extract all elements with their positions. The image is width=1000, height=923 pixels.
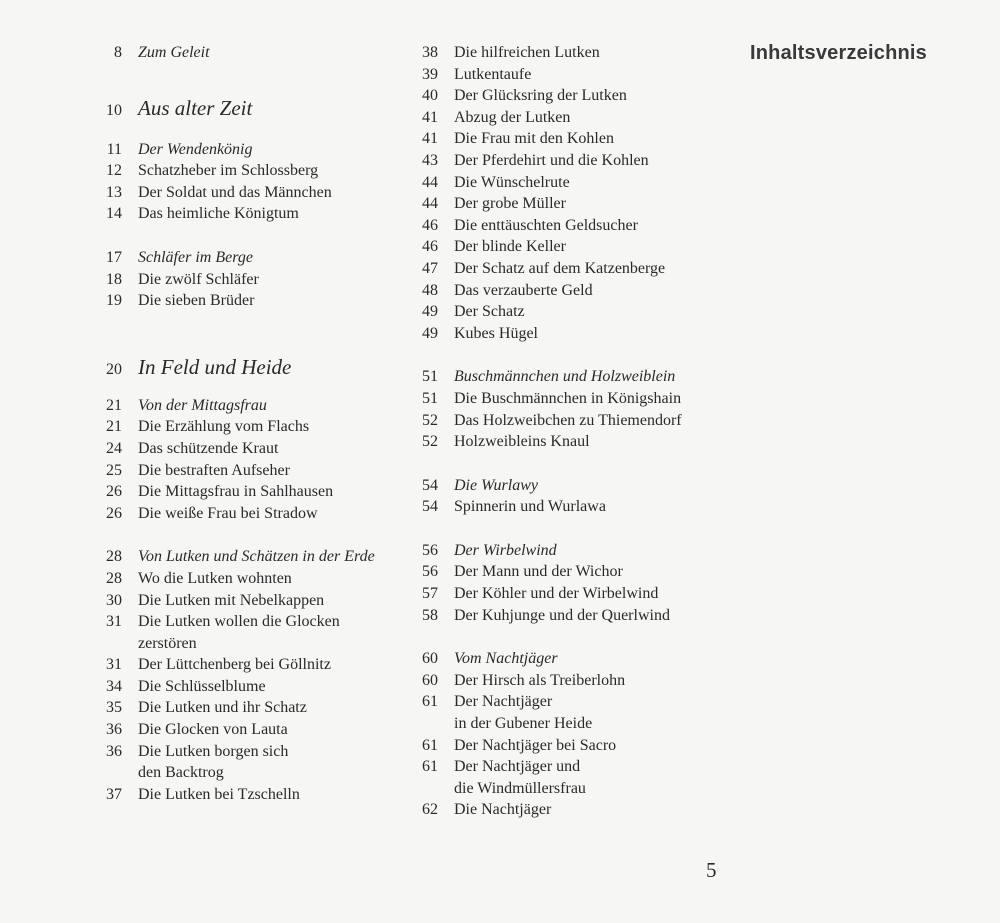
toc-entry (96, 203, 406, 225)
toc-entry-title: Das heimliche Königtum (138, 205, 299, 223)
toc-page-number: 31 (106, 656, 122, 674)
toc-entry-title: Die sieben Brüder (138, 292, 255, 310)
toc-entry (412, 128, 732, 150)
toc-subheading (412, 540, 732, 562)
toc-entry-title: Die hilfreichen Lutken (454, 44, 600, 61)
toc-entry (96, 481, 406, 503)
toc-page-number: 28 (106, 569, 122, 587)
toc-page-number: 61 (422, 736, 438, 754)
toc-entry-title: Das Holzweibchen zu Thiemendorf (454, 411, 682, 429)
toc-entry (412, 64, 732, 86)
toc-entry (96, 697, 406, 719)
toc-page-number: 60 (422, 671, 438, 689)
toc-page-number: 36 (106, 721, 122, 739)
toc-entry-title: Die Buschmännchen in Königshain (454, 389, 682, 407)
toc-entry-title: Der Nachtjäger bei Sacro (454, 736, 617, 754)
toc-page-number: 21 (106, 418, 122, 436)
toc-page-number: 44 (422, 195, 438, 213)
toc-middle-column (412, 42, 732, 821)
toc-entry-title: Der Schatz (454, 303, 525, 321)
toc-entry-title: Der Wirbelwind (454, 541, 557, 559)
toc-entry (96, 676, 406, 698)
toc-entry-title: Schläfer im Berge (138, 248, 253, 266)
toc-entry (96, 719, 406, 741)
toc-entry-title: Die Erzählung vom Flachs (138, 418, 310, 436)
toc-page-number: 17 (106, 248, 122, 266)
toc-subheading (412, 366, 732, 388)
toc-entry-continuation (96, 633, 406, 655)
toc-page-number: 41 (422, 130, 438, 148)
toc-page-number: 26 (106, 504, 122, 522)
toc-page-number: 13 (106, 183, 122, 201)
toc-entry (412, 172, 732, 194)
toc-page-number: 28 (106, 548, 122, 566)
toc-page-number: 51 (422, 389, 438, 407)
toc-entry-title: Die Lutken wollen die Glocken (138, 613, 340, 631)
toc-page-number: 19 (106, 292, 122, 310)
toc-entry (96, 503, 406, 525)
toc-entry (96, 784, 406, 806)
toc-entry-title: Die Glocken von Lauta (138, 721, 288, 739)
toc-entry-title: Kubes Hügel (454, 324, 538, 342)
toc-entry (96, 269, 406, 291)
toc-page-number: 34 (106, 677, 122, 695)
toc-entry (96, 568, 406, 590)
toc-entry-title: Schatzheber im Schlossberg (138, 162, 319, 180)
toc-entry-continuation (412, 713, 732, 735)
toc-entry (412, 735, 732, 757)
toc-entry (412, 301, 732, 323)
toc-entry-title: in der Gubener Heide (454, 715, 593, 733)
toc-entry-title: Zum Geleit (138, 44, 210, 61)
toc-entry (412, 756, 732, 778)
toc-page-number: 14 (106, 205, 122, 223)
toc-entry-title: Die bestraften Aufseher (138, 461, 290, 479)
toc-page-number: 39 (422, 65, 438, 83)
toc-entry-title: In Feld und Heide (138, 354, 292, 379)
toc-subheading (412, 648, 732, 670)
toc-entry-title: zerstören (138, 634, 197, 652)
toc-page-number: 37 (106, 785, 122, 803)
toc-entry-title: Das schützende Kraut (138, 439, 279, 457)
toc-entry-title: Von Lutken und Schätzen in der Erde (138, 548, 375, 566)
toc-entry-title: Holzweibleins Knaul (454, 433, 590, 451)
toc-entry (412, 215, 732, 237)
toc-entry-title: Das verzauberte Geld (454, 281, 593, 299)
toc-entry (96, 611, 406, 633)
toc-page-number: 54 (422, 498, 438, 516)
toc-entry-title: Die Wünschelrute (454, 173, 570, 191)
toc-entry-title: Der Nachtjäger (454, 693, 553, 711)
toc-page-number: 21 (106, 396, 122, 414)
toc-entry-title: Der blinde Keller (454, 238, 566, 256)
toc-page-number: 56 (422, 563, 438, 581)
toc-entry-title: Die Mittagsfrau in Sahlhausen (138, 483, 334, 501)
toc-entry-title: Aus alter Zeit (138, 95, 253, 120)
toc-entry (412, 496, 732, 518)
toc-entry (412, 410, 732, 432)
toc-page-number: 60 (422, 650, 438, 668)
toc-page-number: 61 (422, 693, 438, 711)
toc-page-number: 46 (422, 216, 438, 234)
toc-subheading (96, 247, 406, 269)
toc-entry-title: Von der Mittagsfrau (138, 396, 267, 414)
toc-entry-title: Die Lutken und ihr Schatz (138, 699, 307, 717)
toc-page-number: 56 (422, 541, 438, 559)
toc-entry-title: Der Wendenkönig (138, 140, 253, 158)
toc-page-number: 54 (422, 476, 438, 494)
toc-entry-title: Der Soldat und das Männchen (138, 183, 332, 201)
toc-entry-title: Der Köhler und der Wirbelwind (454, 585, 659, 603)
toc-entry-title: Buschmännchen und Holzweiblein (454, 368, 676, 386)
toc-subheading (96, 395, 406, 417)
toc-page-number: 52 (422, 411, 438, 429)
toc-page-number: 58 (422, 606, 438, 624)
toc-entry-title: Die Lutken mit Nebelkappen (138, 591, 325, 609)
toc-entry-title: Die zwölf Schläfer (138, 270, 259, 288)
toc-entry-title: Abzug der Lutken (454, 108, 571, 126)
toc-entry-title: Der Glücksring der Lutken (454, 87, 627, 105)
toc-entry-title: den Backtrog (138, 764, 224, 782)
toc-page-number: 52 (422, 433, 438, 451)
toc-page-number: 20 (106, 360, 122, 378)
toc-entry (412, 431, 732, 453)
toc-page-number: 24 (106, 439, 122, 457)
toc-entry-title: Der Nachtjäger und (454, 758, 581, 776)
toc-page-number: 41 (422, 108, 438, 126)
toc-entry-title: Die Lutken bei Tzschelln (138, 785, 300, 803)
toc-page-number: 8 (114, 44, 122, 61)
toc-entry (412, 236, 732, 258)
toc-page-number: 43 (422, 151, 438, 169)
toc-entry-continuation (96, 762, 406, 784)
toc-page-number: 48 (422, 281, 438, 299)
toc-entry (412, 670, 732, 692)
toc-page-number: 35 (106, 699, 122, 717)
toc-entry (96, 290, 406, 312)
toc-entry (412, 85, 732, 107)
toc-page-number: 36 (106, 742, 122, 760)
toc-entry-title: Die Lutken borgen sich (138, 742, 289, 760)
toc-page-number: 18 (106, 270, 122, 288)
toc-page-number: 47 (422, 259, 438, 277)
toc-entry-title: Die Frau mit den Kohlen (454, 130, 614, 148)
toc-entry (412, 42, 732, 64)
toc-entry-title: Spinnerin und Wurlawa (454, 498, 606, 516)
toc-entry (412, 323, 732, 345)
toc-page-number: 49 (422, 324, 438, 342)
toc-subheading (412, 475, 732, 497)
page-number: 5 (706, 858, 717, 882)
toc-page-number: 26 (106, 483, 122, 501)
toc-entry-title: Der Kuhjunge und der Querlwind (454, 606, 670, 624)
toc-entry-title: Der Hirsch als Treiberlohn (454, 671, 626, 689)
toc-subheading (96, 546, 406, 568)
toc-entry (412, 799, 732, 821)
toc-entry (412, 691, 732, 713)
toc-page-number: 57 (422, 585, 438, 603)
toc-entry (96, 160, 406, 182)
toc-entry-continuation (412, 778, 732, 800)
toc-entry (96, 416, 406, 438)
toc-section-heading (96, 94, 406, 125)
toc-entry-title: die Windmüllersfrau (454, 779, 586, 797)
toc-entry (412, 583, 732, 605)
toc-subheading (96, 42, 406, 64)
toc-page-number: 10 (106, 101, 122, 119)
toc-entry-title: Vom Nachtjäger (454, 650, 558, 668)
toc-entry (412, 280, 732, 302)
toc-entry (412, 258, 732, 280)
toc-page-number: 11 (106, 140, 122, 158)
toc-entry (412, 107, 732, 129)
toc-page-number: 38 (422, 44, 438, 61)
toc-entry (412, 561, 732, 583)
toc-entry-title: Die Wurlawy (454, 476, 538, 494)
toc-entry-title: Lutkentaufe (454, 65, 532, 83)
toc-entry (412, 388, 732, 410)
toc-page-number: 62 (422, 801, 438, 819)
toc-page-number: 12 (106, 162, 122, 180)
toc-entry (412, 150, 732, 172)
toc-entry (412, 605, 732, 627)
page-title: Inhaltsverzeichnis (750, 42, 927, 64)
toc-entry-title: Die enttäuschten Geldsucher (454, 216, 638, 234)
toc-entry-title: Der Schatz auf dem Katzenberge (454, 259, 666, 277)
toc-page-number: 61 (422, 758, 438, 776)
toc-page-number: 40 (422, 87, 438, 105)
toc-entry (96, 182, 406, 204)
toc-entry-title: Der grobe Müller (454, 195, 566, 213)
toc-entry (412, 193, 732, 215)
toc-entry-title: Die weiße Frau bei Stradow (138, 504, 318, 522)
toc-subheading (96, 139, 406, 161)
toc-entry (96, 654, 406, 676)
toc-page-number: 46 (422, 238, 438, 256)
toc-entry-title: Die Schlüsselblume (138, 677, 266, 695)
toc-section-heading (96, 353, 406, 384)
toc-entry-title: Die Nachtjäger (454, 801, 552, 819)
toc-page-number: 25 (106, 461, 122, 479)
toc-page-number: 31 (106, 613, 122, 631)
toc-left-column (96, 42, 406, 805)
toc-entry-title: Wo die Lutken wohnten (138, 569, 292, 587)
toc-entry-title: Der Lüttchenberg bei Göllnitz (138, 656, 331, 674)
toc-page-number: 49 (422, 303, 438, 321)
toc-entry (96, 438, 406, 460)
toc-entry-title: Der Pferdehirt und die Kohlen (454, 151, 649, 169)
toc-entry (96, 460, 406, 482)
toc-page-number: 44 (422, 173, 438, 191)
toc-entry (96, 741, 406, 763)
toc-entry (96, 590, 406, 612)
toc-page-number: 30 (106, 591, 122, 609)
toc-entry-title: Der Mann und der Wichor (454, 563, 623, 581)
toc-page-number: 51 (422, 368, 438, 386)
